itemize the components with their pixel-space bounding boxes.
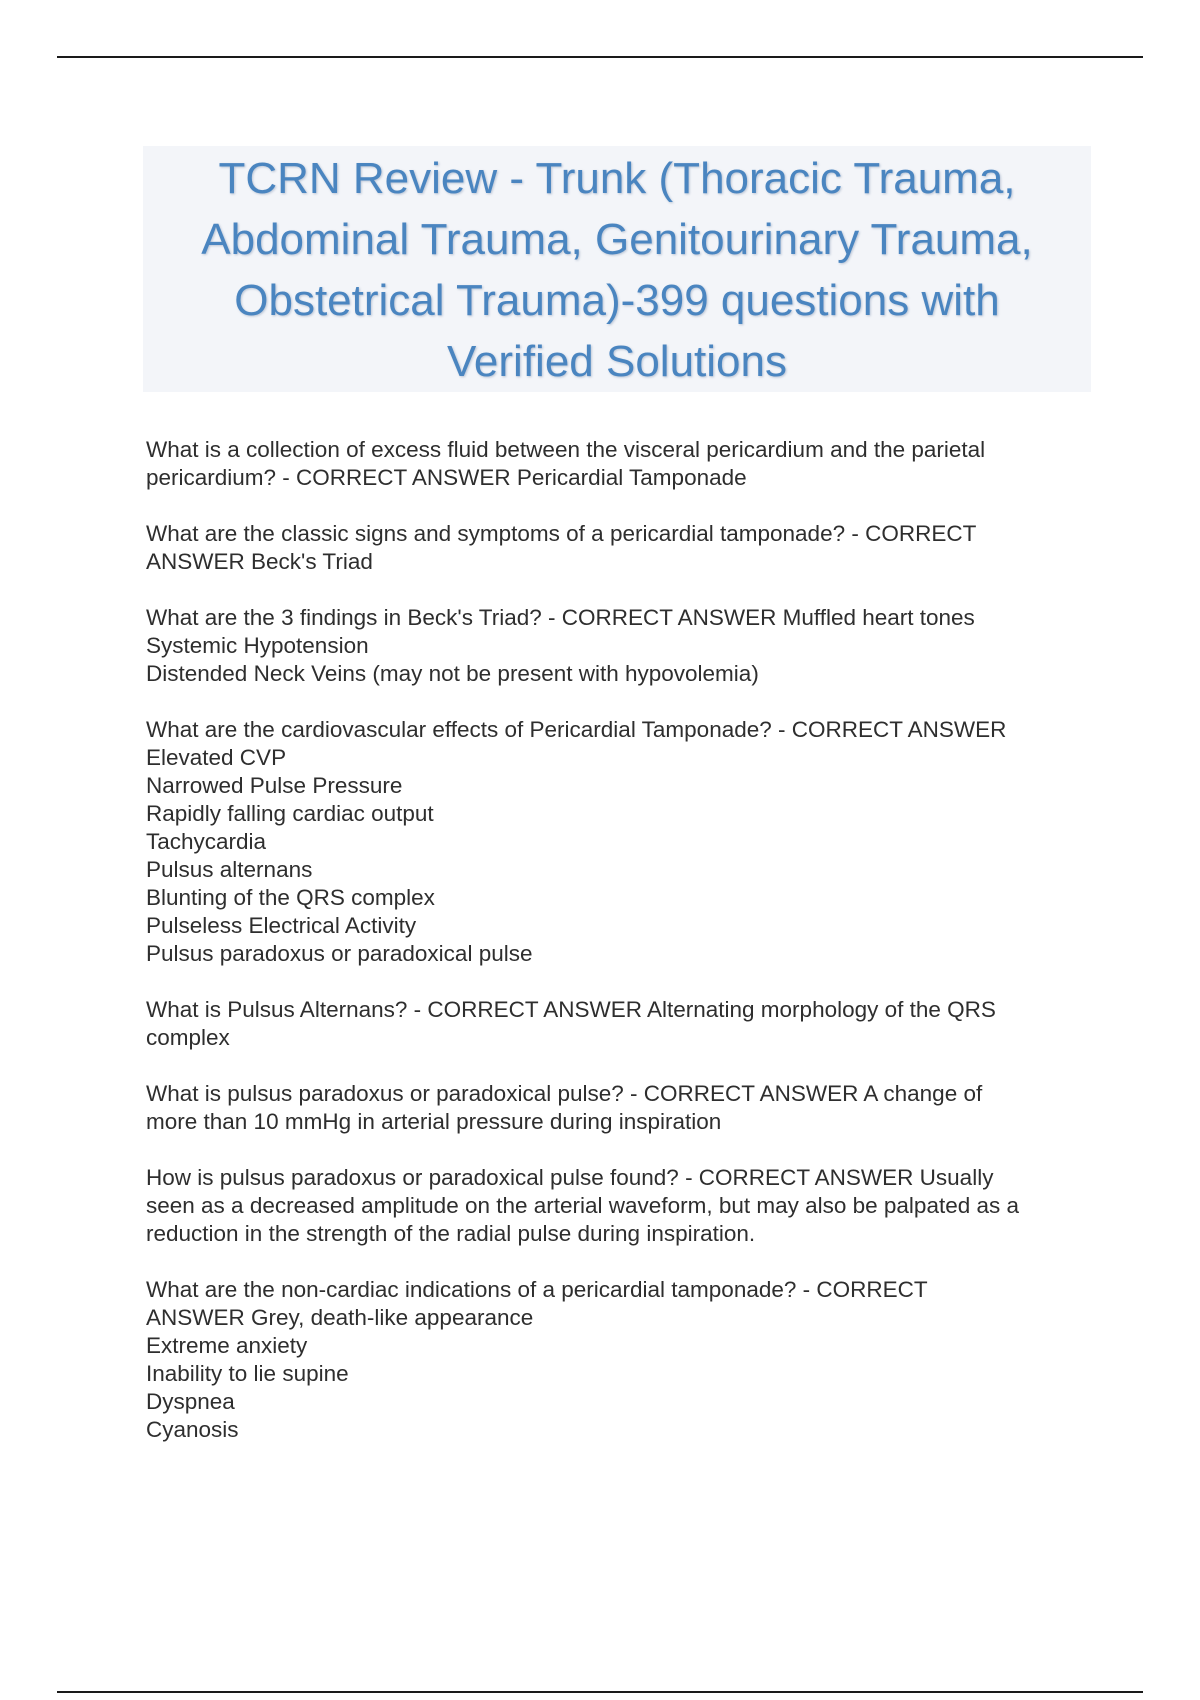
qa-item-pericardial-tamponade-definition: [146, 436, 1096, 492]
title-line-4: Verified Solutions: [447, 337, 787, 386]
qa-line: Narrowed Pulse Pressure: [146, 773, 403, 798]
document-title: [143, 146, 1091, 392]
header-divider: [57, 56, 1143, 58]
qa-item-pulsus-paradoxus-detection: [146, 1164, 1096, 1248]
qa-line: Distended Neck Veins (may not be present with hypovolemia): [146, 661, 759, 686]
qa-line: ANSWER Grey, death-like appearance: [146, 1305, 534, 1330]
qa-line: seen as a decreased amplitude on the arterial waveform, but may also be palpated as a: [146, 1193, 1020, 1218]
qa-line: What are the cardiovascular effects of Pericardial Tamponade? - CORRECT ANSWER: [146, 717, 1007, 742]
qa-line: Extreme anxiety: [146, 1333, 308, 1358]
qa-item-cardiovascular-effects: [146, 716, 1096, 968]
qa-line: Pulseless Electrical Activity: [146, 913, 417, 938]
qa-line: How is pulsus paradoxus or paradoxical pulse found? - CORRECT ANSWER Usually: [146, 1165, 994, 1190]
qa-item-pulsus-alternans: [146, 996, 1096, 1052]
qa-line: Rapidly falling cardiac output: [146, 801, 434, 826]
qa-line: pericardium? - CORRECT ANSWER Pericardial Tamponade: [146, 465, 747, 490]
qa-line: What are the 3 findings in Beck's Triad? - CORRECT ANSWER Muffled heart tones: [146, 605, 975, 630]
qa-line: Cyanosis: [146, 1417, 239, 1442]
title-line-1: TCRN Review - Trunk (Thoracic Trauma,: [218, 154, 1016, 203]
qa-line: What are the non-cardiac indications of a pericardial tamponade? - CORRECT: [146, 1277, 928, 1302]
qa-item-pulsus-paradoxus-definition: [146, 1080, 1096, 1136]
qa-item-becks-triad-findings: [146, 604, 1096, 688]
qa-line: Systemic Hypotension: [146, 633, 369, 658]
qa-line: Dyspnea: [146, 1389, 235, 1414]
qa-line: reduction in the strength of the radial pulse during inspiration.: [146, 1221, 756, 1246]
qa-line: Inability to lie supine: [146, 1361, 349, 1386]
qa-list: [146, 436, 1096, 1472]
footer-divider: [57, 1691, 1143, 1693]
title-line-3: Obstetrical Trauma)-399 questions with: [234, 276, 1000, 325]
qa-line: Tachycardia: [146, 829, 267, 854]
qa-line: What are the classic signs and symptoms of a pericardial tamponade? - CORRECT: [146, 521, 977, 546]
qa-item-non-cardiac-indications: [146, 1276, 1096, 1444]
qa-line: Blunting of the QRS complex: [146, 885, 435, 910]
qa-item-classic-signs: [146, 520, 1096, 576]
qa-line: Elevated CVP: [146, 745, 287, 770]
title-line-2: Abdominal Trauma, Genitourinary Trauma,: [201, 215, 1033, 264]
qa-line: Pulsus alternans: [146, 857, 313, 882]
qa-line: Pulsus paradoxus or paradoxical pulse: [146, 941, 533, 966]
qa-line: complex: [146, 1025, 230, 1050]
qa-line: What is a collection of excess fluid between the visceral pericardium and the parietal: [146, 437, 986, 462]
qa-line: ANSWER Beck's Triad: [146, 549, 373, 574]
qa-line: more than 10 mmHg in arterial pressure during inspiration: [146, 1109, 722, 1134]
qa-line: What is Pulsus Alternans? - CORRECT ANSWER Alternating morphology of the QRS: [146, 997, 996, 1022]
qa-line: What is pulsus paradoxus or paradoxical pulse? - CORRECT ANSWER A change of: [146, 1081, 983, 1106]
